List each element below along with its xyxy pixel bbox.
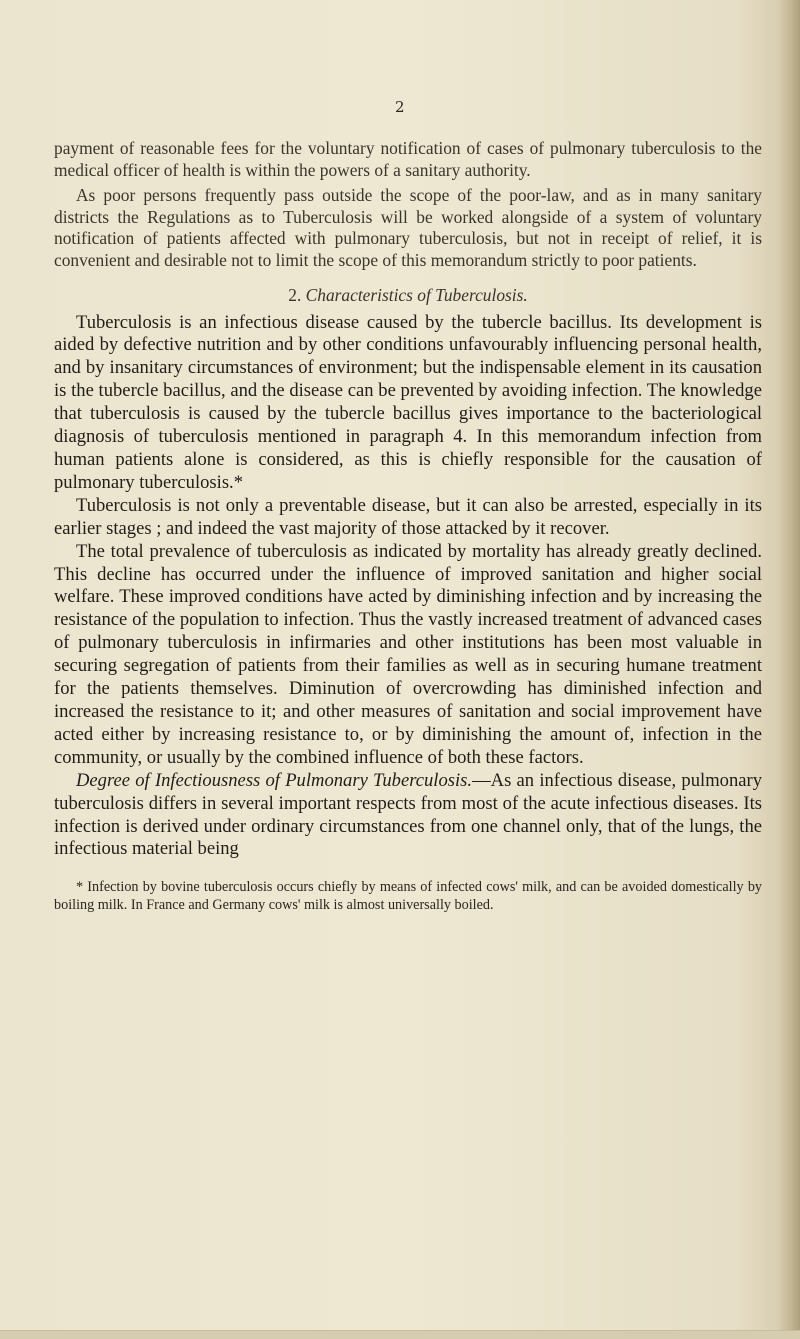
paragraph-poor-persons: As poor persons frequently pass outside the scope of the poor-law, and as in many sanitary districts the Regulations as to Tuberculosis will be worked alongside of a system of voluntary notification of patients affected with pulmonary tuberculosis, but not in receipt of relief, it is convenient and desirable not to limit the scope of this memorandum strictly to poor patients. (54, 185, 762, 270)
subsection-title: Degree of Infectiousness of Pulmonary Tuberculosis. (76, 769, 473, 791)
paragraph-degree-of-infectiousness (54, 770, 762, 862)
page-number: 2 (394, 98, 406, 116)
page-bottom-edge (0, 1330, 800, 1339)
section-title: Characteristics of Tuberculosis. (305, 284, 528, 305)
section-heading (54, 284, 762, 306)
section-number: 2. (288, 284, 302, 305)
paragraph-prevalence: The total prevalence of tuberculosis as indicated by mortality has already greatly declined. This decline has occurred under the influence of improved sanitation and higher social welfare. These improved conditions have acted by diminishing infection and by increasing the resistance of the population to infection. Thus the vastly increased treatment of advanced cases of pulmonary tuberculosis in infirmaries and other institutions has been most valuable in securing segregation of patients from their families as well as in securing humane treatment for the patients themselves. Diminution of overcrowding has diminished infection and increased the resistance to it; and other measures of sanitation and social improvement have acted either by increasing resistance to, or by diminishing the amount of, infection in the community, or usually by the combined influence of both these factors. (54, 540, 762, 768)
footnote (54, 879, 762, 914)
page-edge-shadow (778, 0, 800, 1339)
paragraph-preventable: Tuberculosis is not only a preventable disease, but it can also be arrested, especially in its earlier stages ; and indeed the vast majority of those attacked by it recover. (54, 494, 762, 539)
paragraph-fees: payment of reasonable fees for the voluntary notification of cases of pulmonary tuberculosis to the medical officer of health is within the powers of a sanitary authority. (54, 138, 762, 180)
paragraph-infectious-disease: Tuberculosis is an infectious disease caused by the tubercle bacillus. Its development is aided by defective nutrition and by other conditions unfavourably influencing personal health, and by insanitary circumstances of environment; but the indispensable element in its causation is the tubercle bacillus, and the disease can be prevented by avoiding infection. The knowledge that tuberculosis is caused by the tubercle bacillus gives importance to the bacteriological diagnosis of tuberculosis mentioned in paragraph 4. In this memorandum infection from human patients alone is considered, as this is chiefly responsible for the causation of pulmonary tuberculosis.* (54, 311, 762, 493)
document-body (54, 138, 762, 915)
footnote-text: Infection by bovine tuberculosis occurs chiefly by means of infected cows' milk, and can be avoided domestically by boiling milk. In France and Germany cows' milk is almost universally boiled. (54, 879, 763, 913)
subsection-body: —As an infectious disease, pulmonary tuberculosis differs in several important respects from most of the acute infectious diseases. Its infection is derived under ordinary circumstances from one channel only, that of the lungs, the infectious material being (54, 769, 762, 860)
footnote-marker: * (76, 879, 84, 896)
